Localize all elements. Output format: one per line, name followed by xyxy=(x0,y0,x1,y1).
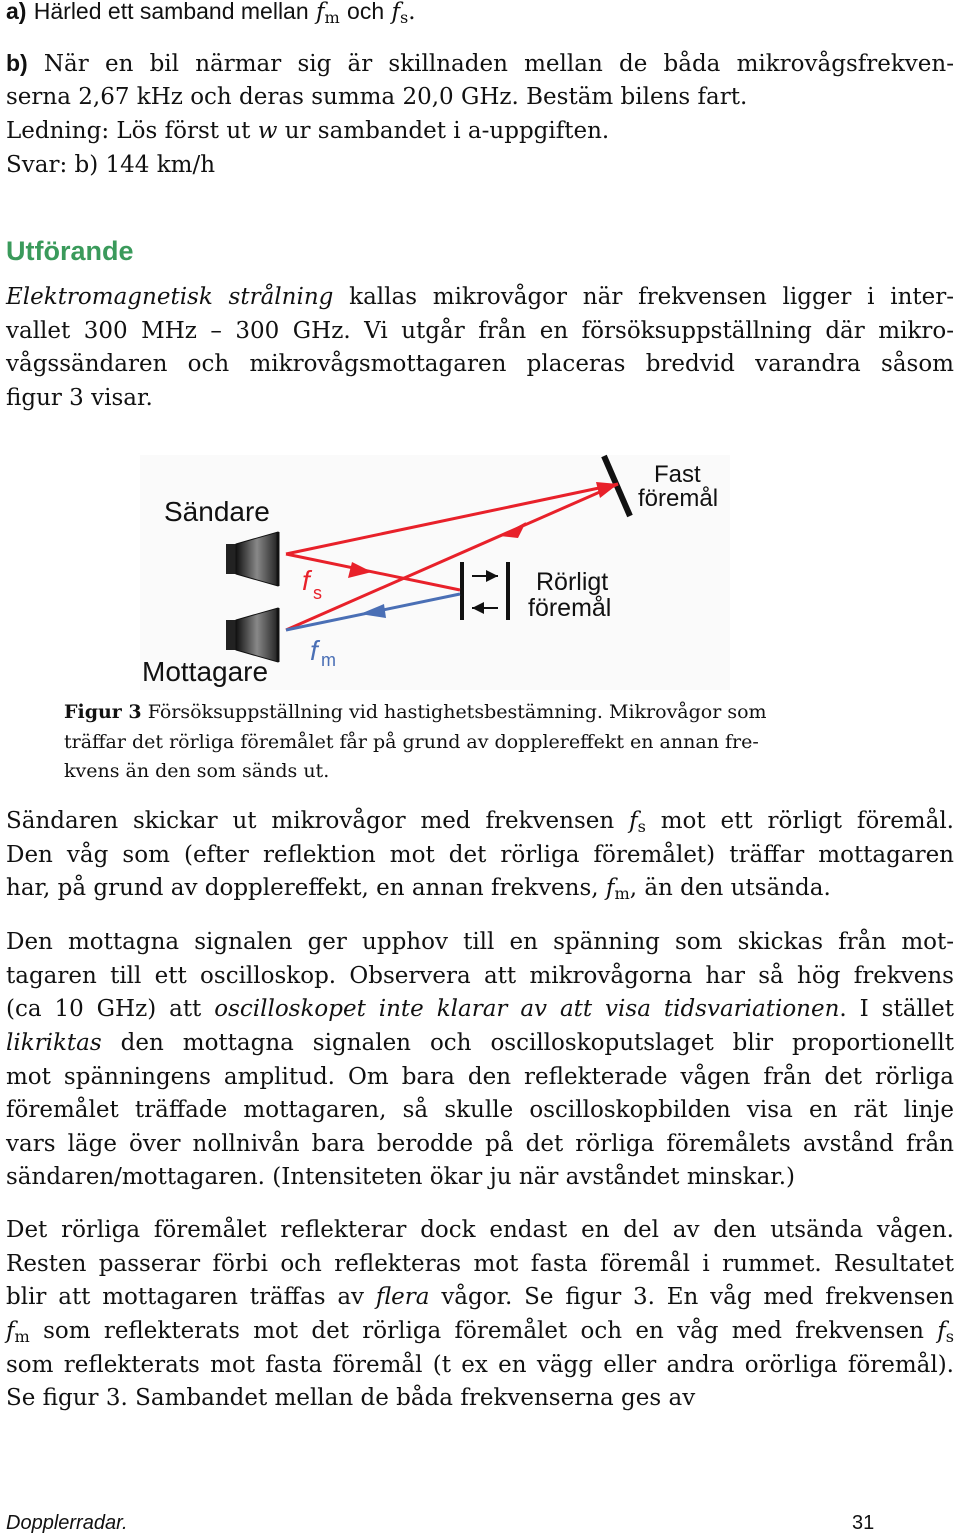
p3-line3 xyxy=(6,994,954,1024)
symbol-f: f xyxy=(937,1318,946,1344)
figure-caption-line3: kvens än den som sänds ut. xyxy=(64,760,330,782)
exercise-b-label: b) xyxy=(6,50,28,76)
p3-line6: föremålet träffade mottagaren, så skulle oscilloskopbilden visa en rät linje xyxy=(6,1097,954,1123)
p3-line4 xyxy=(6,1028,954,1058)
hint-prefix: Ledning: Lös först ut xyxy=(6,118,251,144)
p4-line4 xyxy=(6,1316,954,1352)
exercise-b-line2: serna 2,67 kHz och deras summa 20,0 GHz. Bestäm bilens fart. xyxy=(6,84,748,110)
exercise-a-label: a) xyxy=(6,0,27,24)
term-em-radiation: Elektromagnetisk strålning xyxy=(6,284,334,310)
exercise-a-and: och xyxy=(347,0,385,24)
label-fixed-1: Fast xyxy=(654,461,701,488)
hint-variable: w xyxy=(257,118,278,144)
subscript-s: s xyxy=(399,8,409,28)
p2-l1-post: mot ett rörligt föremål. xyxy=(660,808,954,834)
symbol-f: f xyxy=(605,875,615,901)
label-fixed-2: föremål xyxy=(638,485,719,512)
footer-title: Dopplerradar. xyxy=(6,1512,128,1534)
p2-l3-post: , än den utsända. xyxy=(629,875,831,901)
p4-line2: Resten passerar förbi och reflekteras mot fasta föremål i rummet. Resultatet xyxy=(6,1251,954,1277)
p2-line1 xyxy=(6,806,954,842)
subscript-s: s xyxy=(637,817,646,837)
exercise-b-text-1: När en bil närmar sig är skillnaden mellan de båda mikrovågsfrekven- xyxy=(43,51,954,77)
p2-line3 xyxy=(6,873,954,909)
p3-line1: Den mottagna signalen ger upphov till en spänning som skickas från mot- xyxy=(6,929,954,955)
p1-line1-rest: kallas mikrovågor när frekvensen ligger i inter- xyxy=(349,284,954,310)
subscript-m: m xyxy=(614,884,630,904)
subscript-m: m xyxy=(14,1327,30,1347)
label-moving-1: Rörligt xyxy=(536,568,609,596)
subscript-s: s xyxy=(945,1327,955,1347)
p2-line2: Den våg som (efter reflektion mot det rörliga föremålet) träffar mottagaren xyxy=(6,842,954,868)
p3-l3-post: I stället xyxy=(859,996,954,1022)
label-receiver: Mottagare xyxy=(142,656,269,687)
p3-l4-post: den mottagna signalen och oscilloskoputslaget blir proportionellt xyxy=(120,1030,954,1056)
figure-caption-line2: träffar det rörliga föremålet får på grund av dopplereffekt en annan fre- xyxy=(64,731,759,753)
p4-l3-pre: blir att mottagaren träffas av xyxy=(6,1284,365,1310)
p3-l4-italic: likriktas xyxy=(6,1030,102,1056)
label-sender: Sändare xyxy=(164,496,270,527)
caption-label: Figur 3 xyxy=(64,701,142,723)
p4-line1: Det rörliga föremålet reflekterar dock endast en del av den utsända vågen. xyxy=(6,1217,954,1243)
p4-line6: Se figur 3. Sambandet mellan de båda frekvenserna ges av xyxy=(6,1385,696,1411)
section-p1-line4: figur 3 visar. xyxy=(6,385,153,411)
p3-line7: vars läge över nollnivån bara berodde på det rörliga föremålets avstånd från xyxy=(6,1131,954,1157)
p3-line2: tagaren till ett oscilloskop. Observera att mikrovågorna har så hög frekvens xyxy=(6,963,954,989)
section-p1-line1 xyxy=(6,282,954,312)
p4-l3-post: vågor. Se figur 3. En våg med frekvensen xyxy=(441,1284,955,1310)
p2-l3-pre: har, på grund av dopplereffekt, en annan frekvens, xyxy=(6,875,599,901)
figure-3-diagram xyxy=(0,440,960,695)
exercise-a: a) Härled ett samband mellan $f_m$ och $f_s$. xyxy=(6,0,416,28)
exercise-a-text: Härled ett samband mellan xyxy=(33,0,309,24)
exercise-answer: Svar: b) 144 km/h xyxy=(6,152,216,178)
section-heading: Utförande xyxy=(6,236,134,266)
symbol-f: f xyxy=(6,1318,15,1344)
p4-l4-mid: som reflekterats mot det rörliga föremålet och en våg med frekvensen xyxy=(43,1318,924,1344)
section-p1-line2: vallet 300 MHz – 300 GHz. Vi utgår från en försöksuppställning där mikro- xyxy=(6,318,954,344)
label-fm-sub: m xyxy=(321,650,336,670)
label-moving-2: föremål xyxy=(528,594,612,622)
p3-l3-pre: (ca 10 GHz) att xyxy=(6,996,202,1022)
section-p1-line3: vågssändaren och mikrovågsmottagaren placeras bredvid varandra såsom xyxy=(6,351,954,377)
label-fs-f: f xyxy=(302,565,310,596)
p4-line5: som reflekterats mot fasta föremål (t ex en vägg eller andra orörliga föremål). xyxy=(6,1352,954,1378)
exercise-b-line1 xyxy=(6,48,954,79)
symbol-f: f xyxy=(629,808,638,834)
p3-line5: mot spänningens amplitud. Om bara den reflekterade vågen från det rörliga xyxy=(6,1064,954,1090)
p2-l1-pre: Sändaren skickar ut mikrovågor med frekvensen xyxy=(6,808,615,834)
symbol-f: f xyxy=(315,0,325,25)
hint-suffix: ur sambandet i a-uppgiften. xyxy=(284,118,610,144)
caption-text-1: Försöksuppställning vid hastighetsbestämning. Mikrovågor som xyxy=(147,701,767,723)
subscript-m: m xyxy=(324,8,340,28)
page-number: 31 xyxy=(852,1512,875,1534)
p3-l3-italic: oscilloskopet inte klarar av att visa tidsvariationen xyxy=(214,996,840,1022)
p3-l3-post-period: . xyxy=(839,996,847,1022)
label-fs-sub: s xyxy=(313,583,322,603)
exercise-hint xyxy=(6,116,954,146)
p4-line3 xyxy=(6,1282,954,1312)
p4-l3-italic: flera xyxy=(375,1284,430,1310)
p3-line8: sändaren/mottagaren. (Intensiteten ökar ju när avståndet minskar.) xyxy=(6,1164,796,1190)
label-fm-f: f xyxy=(310,635,318,666)
symbol-f: f xyxy=(391,0,400,25)
figure-caption-line1 xyxy=(64,697,896,727)
